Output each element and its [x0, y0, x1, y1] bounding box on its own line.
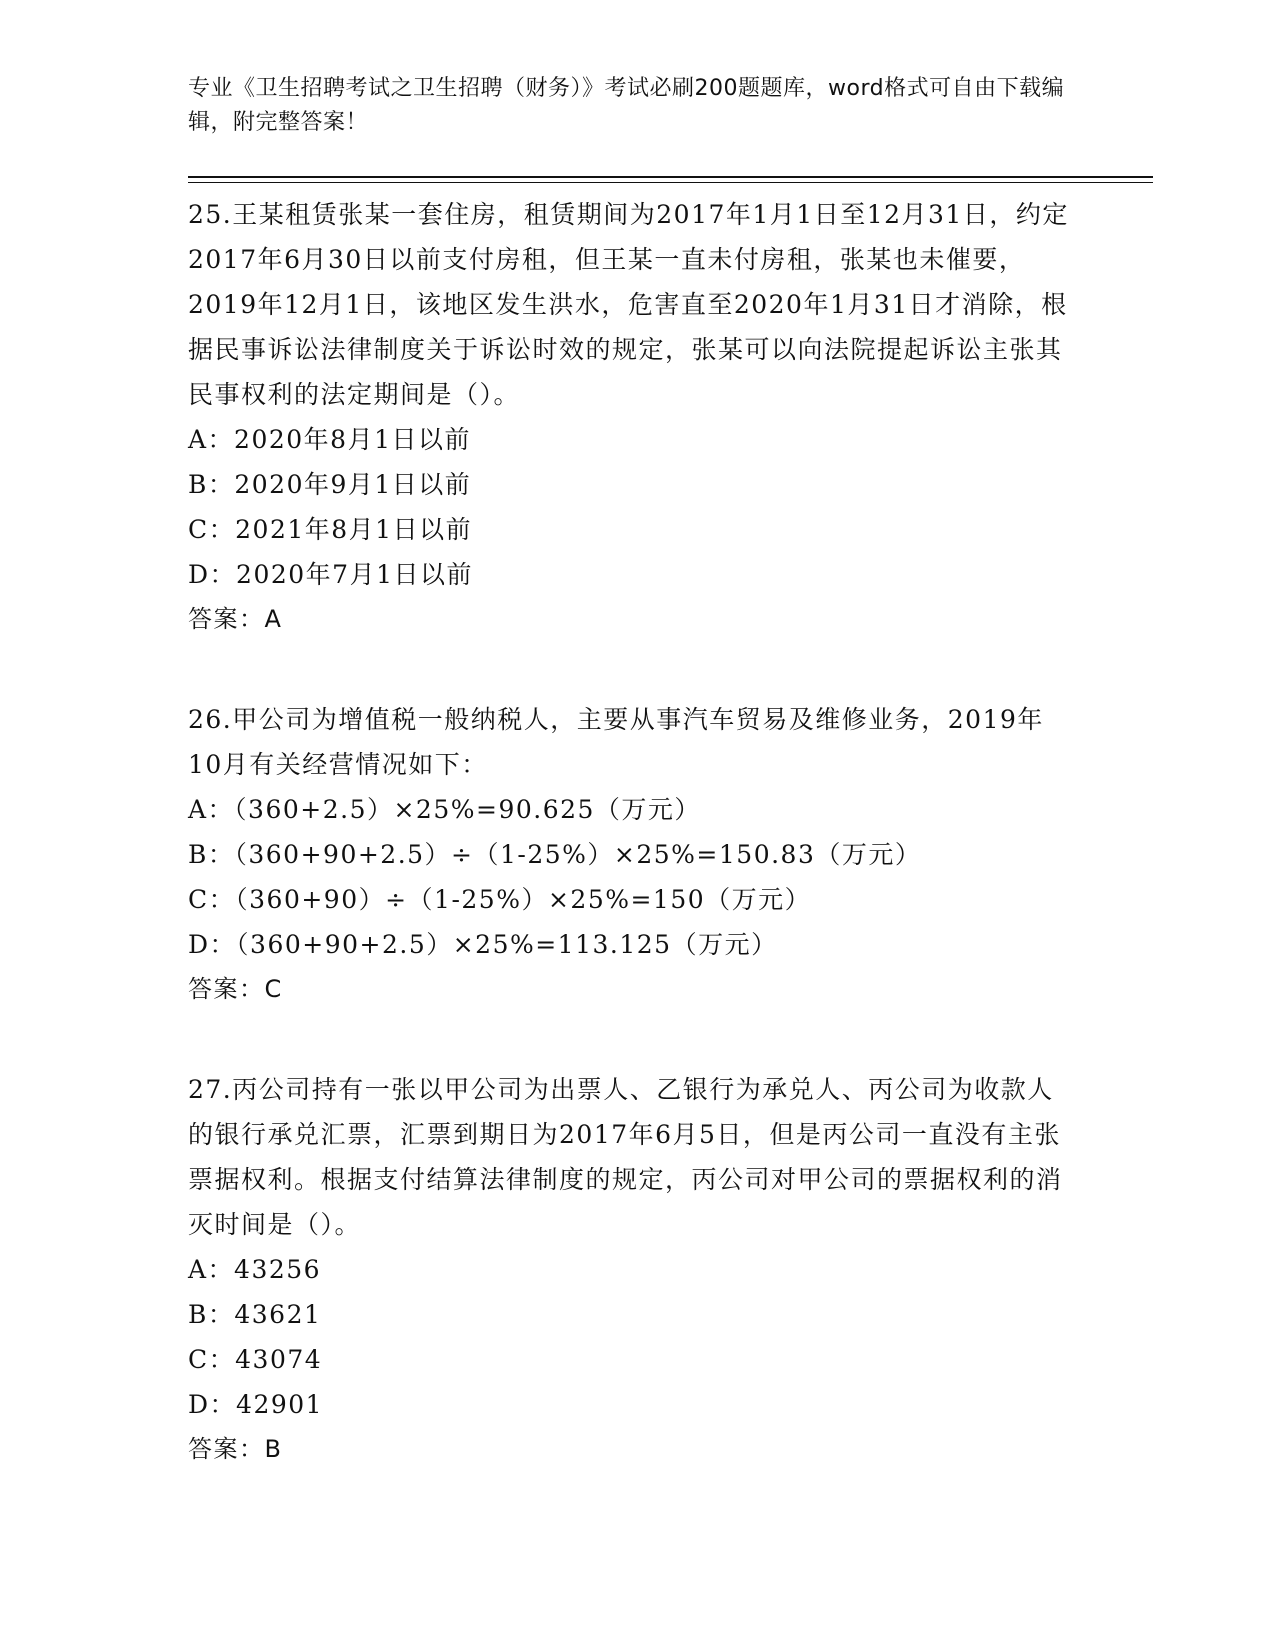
answer: 答案：B — [188, 1435, 283, 1463]
question-list — [188, 192, 1078, 1527]
answer: 答案：C — [188, 975, 283, 1003]
header-divider-thin — [188, 182, 1153, 183]
question-stem: 27.丙公司持有一张以甲公司为出票人、乙银行为承兑人、丙公司为收款人的银行承兑汇票，汇票到期日为2017年6月5日，但是丙公司一直没有主张票据权利。根据支付结算法律制度的规定，丙公司对甲公司的票据权利的消灭时间是（）。 — [188, 1075, 1063, 1239]
question-stem: 26.甲公司为增值税一般纳税人，主要从事汽车贸易及维修业务，2019年10月有关经营情况如下： — [188, 705, 1044, 779]
header-divider-thick — [188, 176, 1153, 178]
option-d: D：（360+90+2.5）×25%=113.125（万元） — [188, 930, 778, 959]
question-27 — [188, 1067, 1078, 1472]
option-c: C：（360+90）÷（1-25%）×25%=150（万元） — [188, 885, 812, 914]
option-b: B：43621 — [188, 1300, 322, 1329]
option-c: C：43074 — [188, 1345, 323, 1374]
answer: 答案：A — [188, 605, 283, 633]
option-c: C：2021年8月1日以前 — [188, 515, 473, 544]
option-d: D：42901 — [188, 1390, 324, 1419]
question-26 — [188, 697, 1078, 1012]
option-a: A：43256 — [188, 1255, 322, 1284]
question-25 — [188, 192, 1078, 642]
document-header: 专业《卫生招聘考试之卫生招聘（财务）》考试必刷200题题库，word格式可自由下载编辑，附完整答案！ — [188, 76, 1065, 135]
option-a: A：2020年8月1日以前 — [188, 425, 471, 454]
option-a: A：（360+2.5）×25%=90.625（万元） — [188, 795, 701, 824]
question-stem: 25.王某租赁张某一套住房，租赁期间为2017年1月1日至12月31日，约定2017年6月30日以前支付房租，但王某一直未付房租，张某也未催要，2019年12月1日，该地区发生洪水，危害直至2020年1月31日才消除，根据民事诉讼法律制度关于诉讼时效的规定，张某可以向法院提起诉讼主张其民事权利的法定期间是（）。 — [188, 200, 1069, 409]
option-b: B：2020年9月1日以前 — [188, 470, 472, 499]
option-d: D：2020年7月1日以前 — [188, 560, 473, 589]
option-b: B：（360+90+2.5）÷（1-25%）×25%=150.83（万元） — [188, 840, 922, 869]
